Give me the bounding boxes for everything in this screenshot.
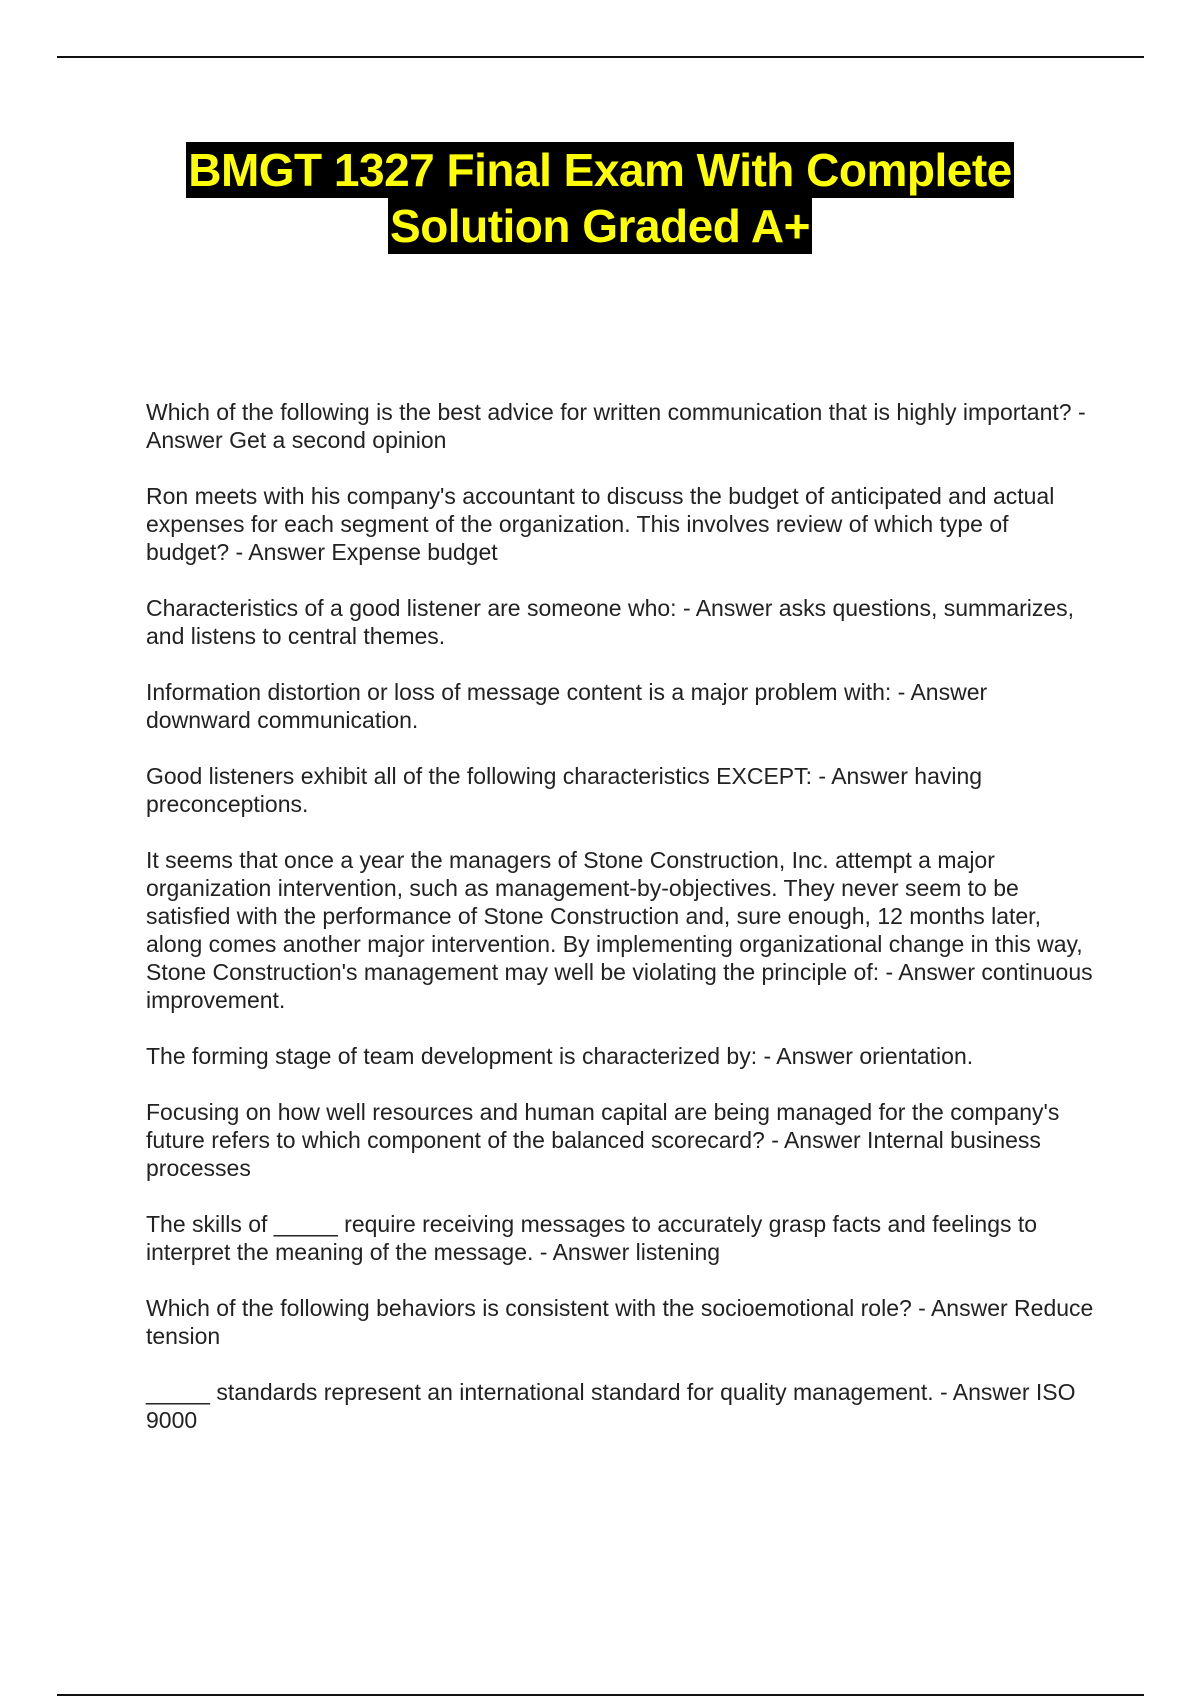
title-line-2: Solution Graded A+ <box>390 200 810 252</box>
qa-item: The forming stage of team development is characterized by: - Answer orientation. <box>146 1043 974 1069</box>
qa-item: It seems that once a year the managers of Stone Construction, Inc. attempt a major organization intervention, such as management-by-objectives. They never seem to be satisfied with the performance of Stone Construction and, sure enough, 12 months later, along comes another major intervention. By implementing organizational change in this way, Stone Construction's management may well be violating the principle of: - Answer continuous improvement. <box>146 847 1093 1013</box>
qa-list <box>146 398 1096 1462</box>
qa-item: Focusing on how well resources and human capital are being managed for the company's future refers to which component of the balanced scorecard? - Answer Internal business processes <box>146 1099 1060 1181</box>
qa-item: Characteristics of a good listener are someone who: - Answer asks questions, summarizes, and listens to central themes. <box>146 595 1075 649</box>
qa-item: The skills of _____ require receiving messages to accurately grasp facts and feelings to interpret the meaning of the message. - Answer listening <box>146 1211 1038 1265</box>
top-rule <box>57 56 1144 58</box>
qa-item: Ron meets with his company's accountant to discuss the budget of anticipated and actual expenses for each segment of the organization. This involves review of which type of budget? - Answer Expense budget <box>146 483 1055 565</box>
title-line-1: BMGT 1327 Final Exam With Complete <box>188 144 1012 196</box>
bottom-rule <box>57 1694 1144 1696</box>
qa-item: Which of the following behaviors is consistent with the socioemotional role? - Answer Reduce tension <box>146 1295 1094 1349</box>
qa-item: _____ standards represent an international standard for quality management. - Answer ISO 9000 <box>146 1379 1076 1433</box>
qa-item: Which of the following is the best advice for written communication that is highly important? - Answer Get a second opinion <box>146 399 1086 453</box>
qa-item: Information distortion or loss of message content is a major problem with: - Answer downward communication. <box>146 679 988 733</box>
qa-item: Good listeners exhibit all of the following characteristics EXCEPT: - Answer having preconceptions. <box>146 763 983 817</box>
document-title <box>0 142 1200 254</box>
